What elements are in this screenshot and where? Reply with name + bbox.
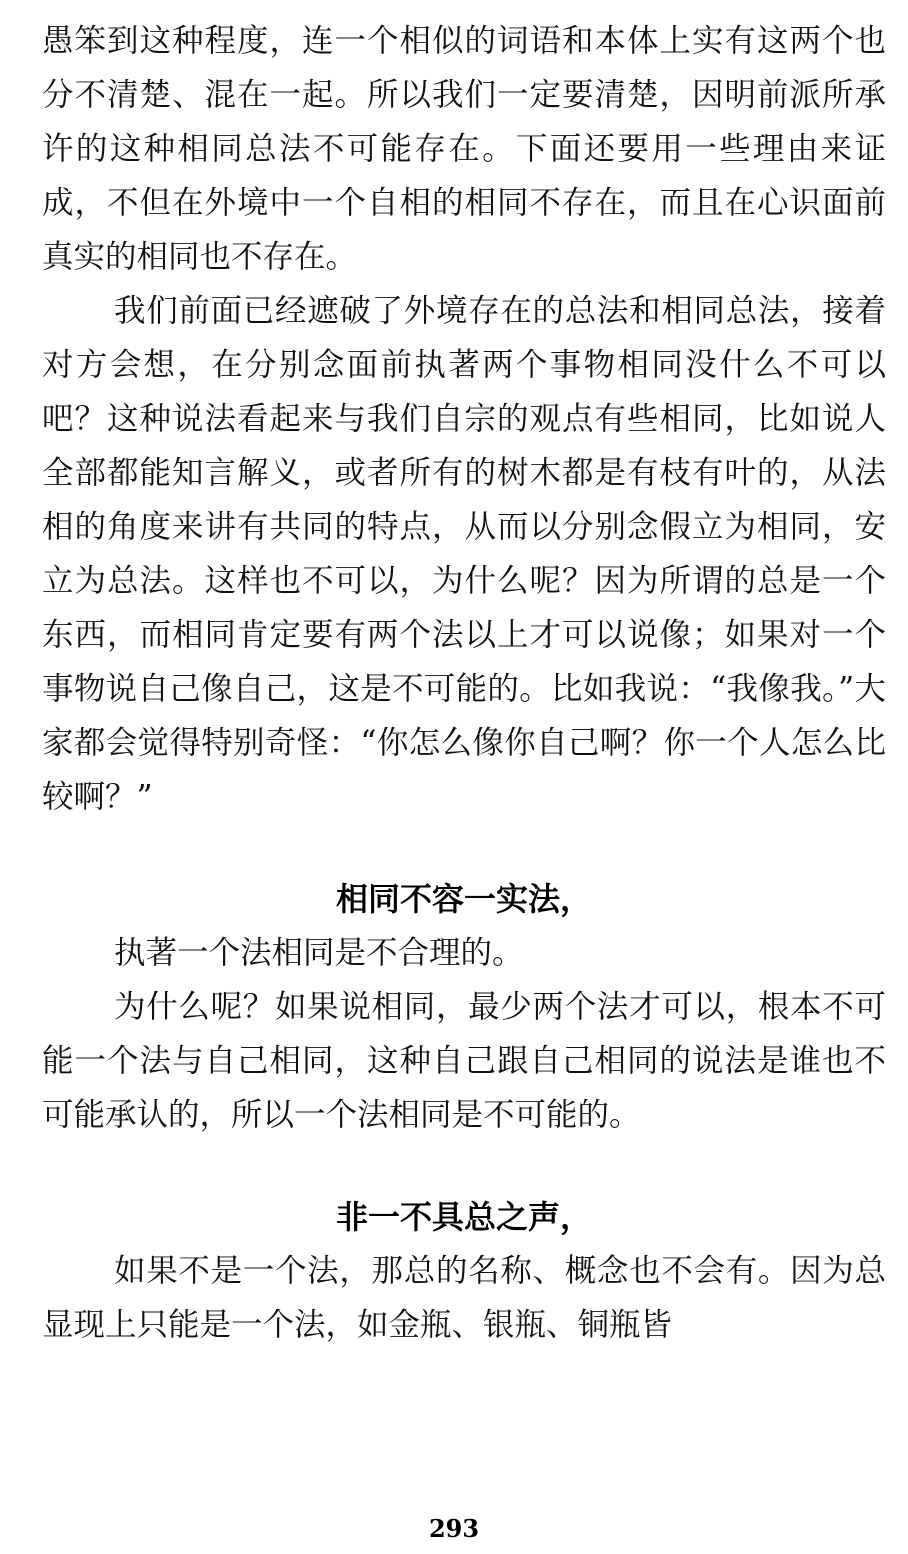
page-body xyxy=(42,14,886,1352)
section-gap xyxy=(42,1142,886,1190)
paragraph-2: 我们前面已经遮破了外境存在的总法和相同总法，接着对方会想，在分别念面前执著两个事物相同没什么不可以吧？这种说法看起来与我们自宗的观点有些相同，比如说人全部都能知言解义，或者所有的树木都是有枝有叶的，从法相的角度来讲有共同的特点，从而以分别念假立为相同，安立为总法。这样也不可以，为什么呢？因为所谓的总是一个东西，而相同肯定要有两个法以上才可以说像；如果对一个事物说自己像自己，这是不可能的。比如我说：“我像我。”大家都会觉得特别奇怪：“你怎么像你自己啊？你一个人怎么比较啊？” xyxy=(42,293,886,815)
paragraph-3: 执著一个法相同是不合理的。 xyxy=(114,935,524,971)
verse-heading-2: 非一不具总之声， xyxy=(335,1198,592,1236)
page-number: 293 xyxy=(428,1514,480,1543)
paragraph-1: 愚笨到这种程度，连一个相似的词语和本体上实有这两个也分不清楚、混在一起。所以我们一定要清楚，因明前派所承许的这种相同总法不可能存在。下面还要用一些理由来证成，不但在外境中一个自相的相同不存在，而且在心识面前真实的相同也不存在。 xyxy=(42,23,886,275)
paragraph-5: 如果不是一个法，那总的名称、概念也不会有。因为总显现上只能是一个法，如金瓶、银瓶、铜瓶皆 xyxy=(42,1253,886,1343)
paragraph-4: 为什么呢？如果说相同，最少两个法才可以，根本不可能一个法与自己相同，这种自己跟自己相同的说法是谁也不可能承认的，所以一个法相同是不可能的。 xyxy=(42,989,886,1133)
section-gap xyxy=(42,824,886,872)
verse-heading-1: 相同不容一实法， xyxy=(335,880,592,918)
